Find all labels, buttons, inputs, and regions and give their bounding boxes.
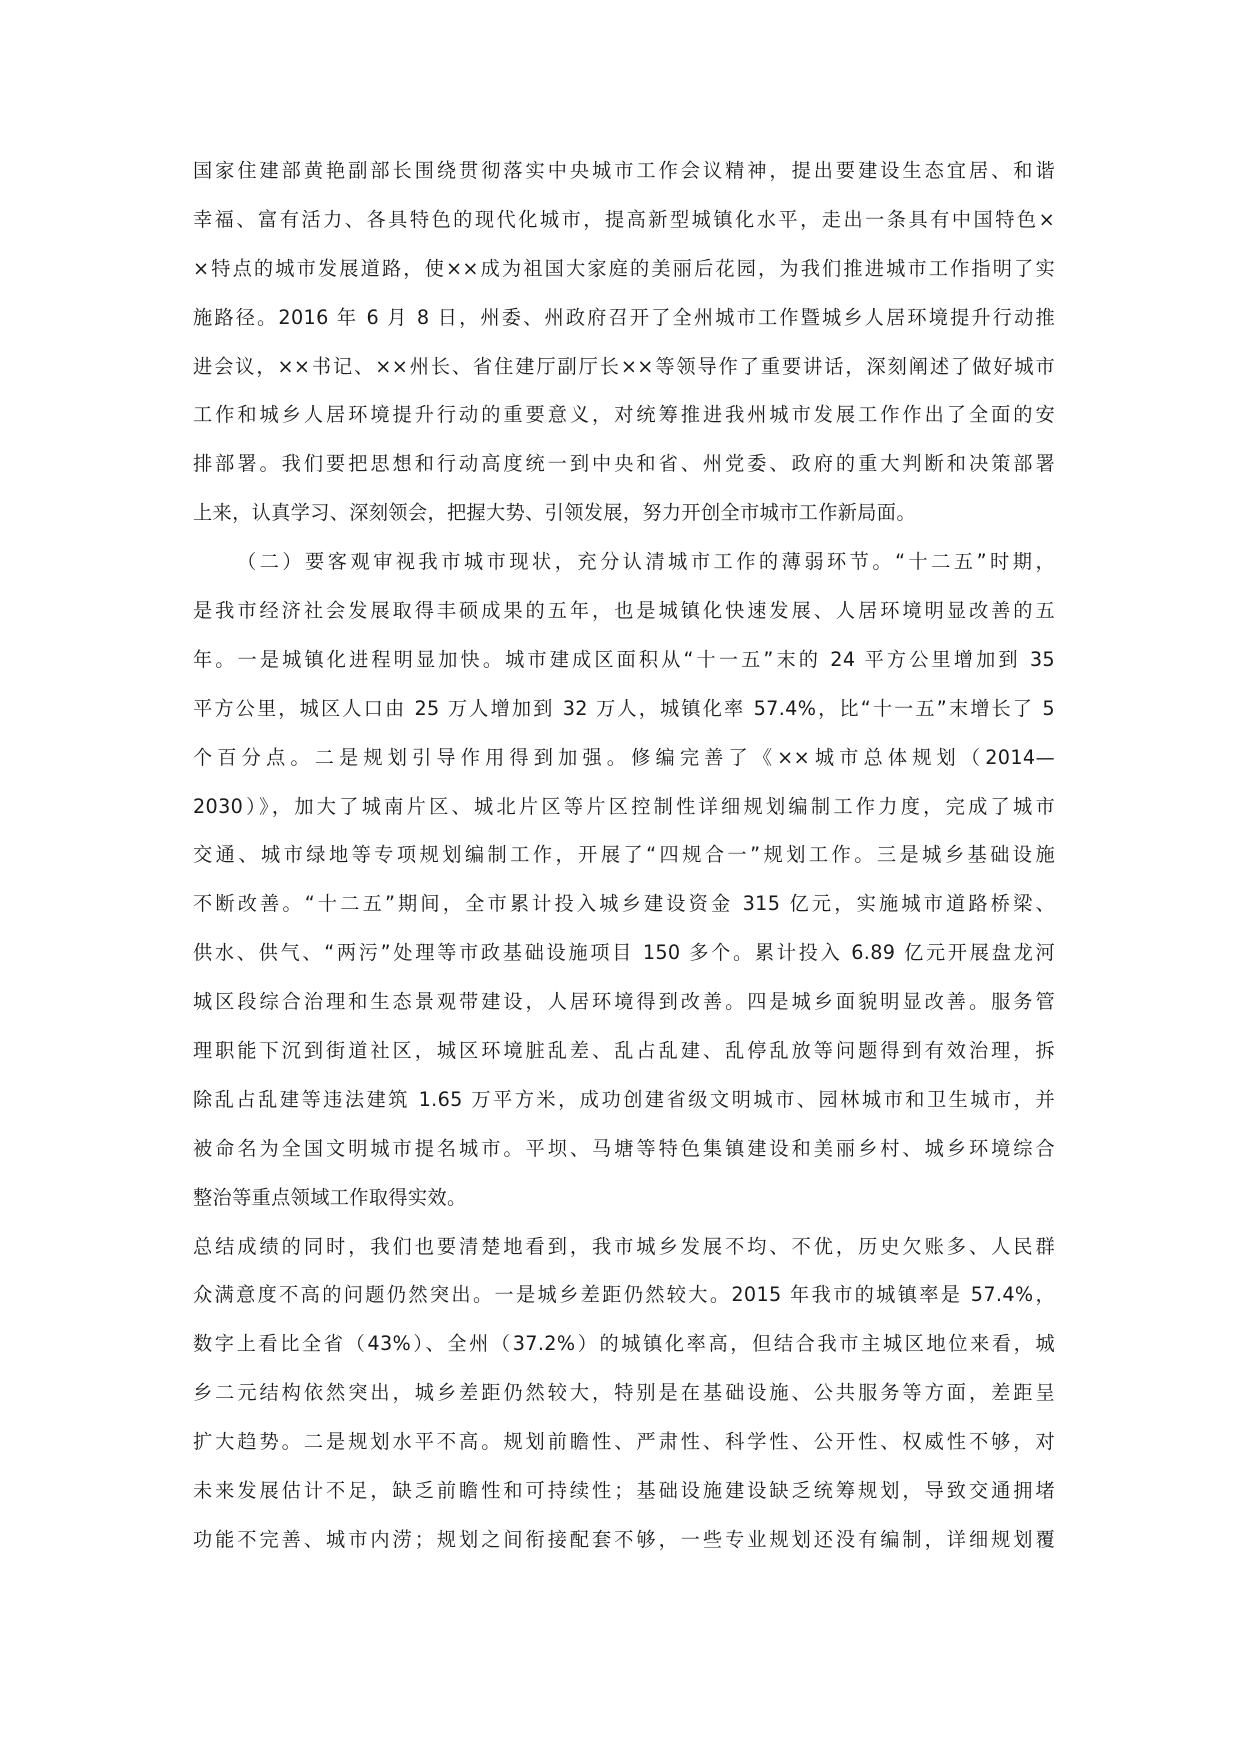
paragraph-line: 总结成绩的同时，我们也要清楚地看到，我市城乡发展不均、不优，历史欠账多、人民群 <box>193 1234 1055 1258</box>
paragraph-line: 众满意度不高的问题仍然突出。一是城乡差距仍然较大。2015 年我市的城镇率是 57.4%， <box>193 1283 1055 1307</box>
paragraph-line: 工作和城乡人居环境提升行动的重要意义，对统筹推进我州城市发展工作作出了全面的安 <box>193 403 1055 427</box>
paragraph-line: 施路径。2016 年 6 月 8 日，州委、州政府召开了全州城市工作暨城乡人居环境提升行动推 <box>193 305 1055 329</box>
paragraph-line: 国家住建部黄艳副部长围绕贯彻落实中央城市工作会议精神，提出要建设生态宜居、和谐 <box>193 159 1055 182</box>
paragraph-line: 城区段综合治理和生态景观带建设，人居环境得到改善。四是城乡面貌明显改善。服务管 <box>193 990 1055 1014</box>
paragraph-line: 被命名为全国文明城市提名城市。平坝、马塘等特色集镇建设和美丽乡村、城乡环境综合 <box>193 1136 1055 1160</box>
paragraph-line: 未来发展估计不足，缺乏前瞻性和可持续性；基础设施建设缺乏统筹规划，导致交通拥堵 <box>193 1479 1055 1503</box>
paragraph-line: 乡二元结构依然突出，城乡差距仍然较大，特别是在基础设施、公共服务等方面，差距呈 <box>193 1381 1055 1405</box>
paragraph-line: 功能不完善、城市内涝；规划之间衔接配套不够，一些专业规划还没有编制，详细规划覆 <box>193 1527 1055 1551</box>
paragraph-line: 扩大趋势。二是规划水平不高。规划前瞻性、严肃性、科学性、公开性、权威性不够，对 <box>193 1430 1055 1454</box>
paragraph-line: 幸福、富有活力、各具特色的现代化城市，提高新型城镇化水平，走出一条具有中国特色× <box>193 207 1055 231</box>
paragraph-line: 除乱占乱建等违法建筑 1.65 万平方米，成功创建省级文明城市、园林城市和卫生城市，并 <box>193 1087 1055 1111</box>
paragraph-line: 交通、城市绿地等专项规划编制工作，开展了“四规合一”规划工作。三是城乡基础设施 <box>193 843 1055 867</box>
paragraph-line: 2030）》，加大了城南片区、城北片区等片区控制性详细规划编制工作力度，完成了城市 <box>193 794 1055 818</box>
paragraph-line: 排部署。我们要把思想和行动高度统一到中央和省、州党委、政府的重大判断和决策部署 <box>193 452 1055 476</box>
paragraph-line: 上来，认真学习、深刻领会，把握大势、引领发展，努力开创全市城市工作新局面。 <box>193 501 916 525</box>
paragraph-line: 数字上看比全省（43%）、全州（37.2%）的城镇化率高，但结合我市主城区地位来看，城 <box>193 1332 1055 1356</box>
paragraph-line: 供水、供气、“两污”处理等市政基础设施项目 150 多个。累计投入 6.89 亿元开展盘龙河 <box>193 941 1055 965</box>
paragraph-line: （二）要客观审视我市城市现状，充分认清城市工作的薄弱环节。“十二五”时期， <box>237 550 1055 574</box>
paragraph-line: ×特点的城市发展道路，使××成为祖国大家庭的美丽后花园，为我们推进城市工作指明了实 <box>193 256 1055 280</box>
paragraph-line: 年。一是城镇化进程明显加快。城市建成区面积从“十一五”末的 24 平方公里增加到 35 <box>193 647 1055 671</box>
document-body <box>193 147 1055 1565</box>
paragraph-line: 是我市经济社会发展取得丰硕成果的五年，也是城镇化快速发展、人居环境明显改善的五 <box>193 599 1055 623</box>
paragraph-line: 平方公里，城区人口由 25 万人增加到 32 万人，城镇化率 57.4%，比“十一五”末增长了 5 <box>193 696 1055 720</box>
paragraph-line: 理职能下沉到街道社区，城区环境脏乱差、乱占乱建、乱停乱放等问题得到有效治理，拆 <box>193 1039 1055 1063</box>
paragraph-line: 不断改善。“十二五”期间，全市累计投入城乡建设资金 315 亿元，实施城市道路桥梁、 <box>193 892 1055 916</box>
paragraph-line: 个百分点。二是规划引导作用得到加强。修编完善了《××城市总体规划（2014— <box>193 745 1055 769</box>
paragraph-line: 整治等重点领域工作取得实效。 <box>193 1185 467 1209</box>
paragraph-line: 进会议，××书记、××州长、省住建厅副厅长××等领导作了重要讲话，深刻阐述了做好城市 <box>193 354 1055 378</box>
